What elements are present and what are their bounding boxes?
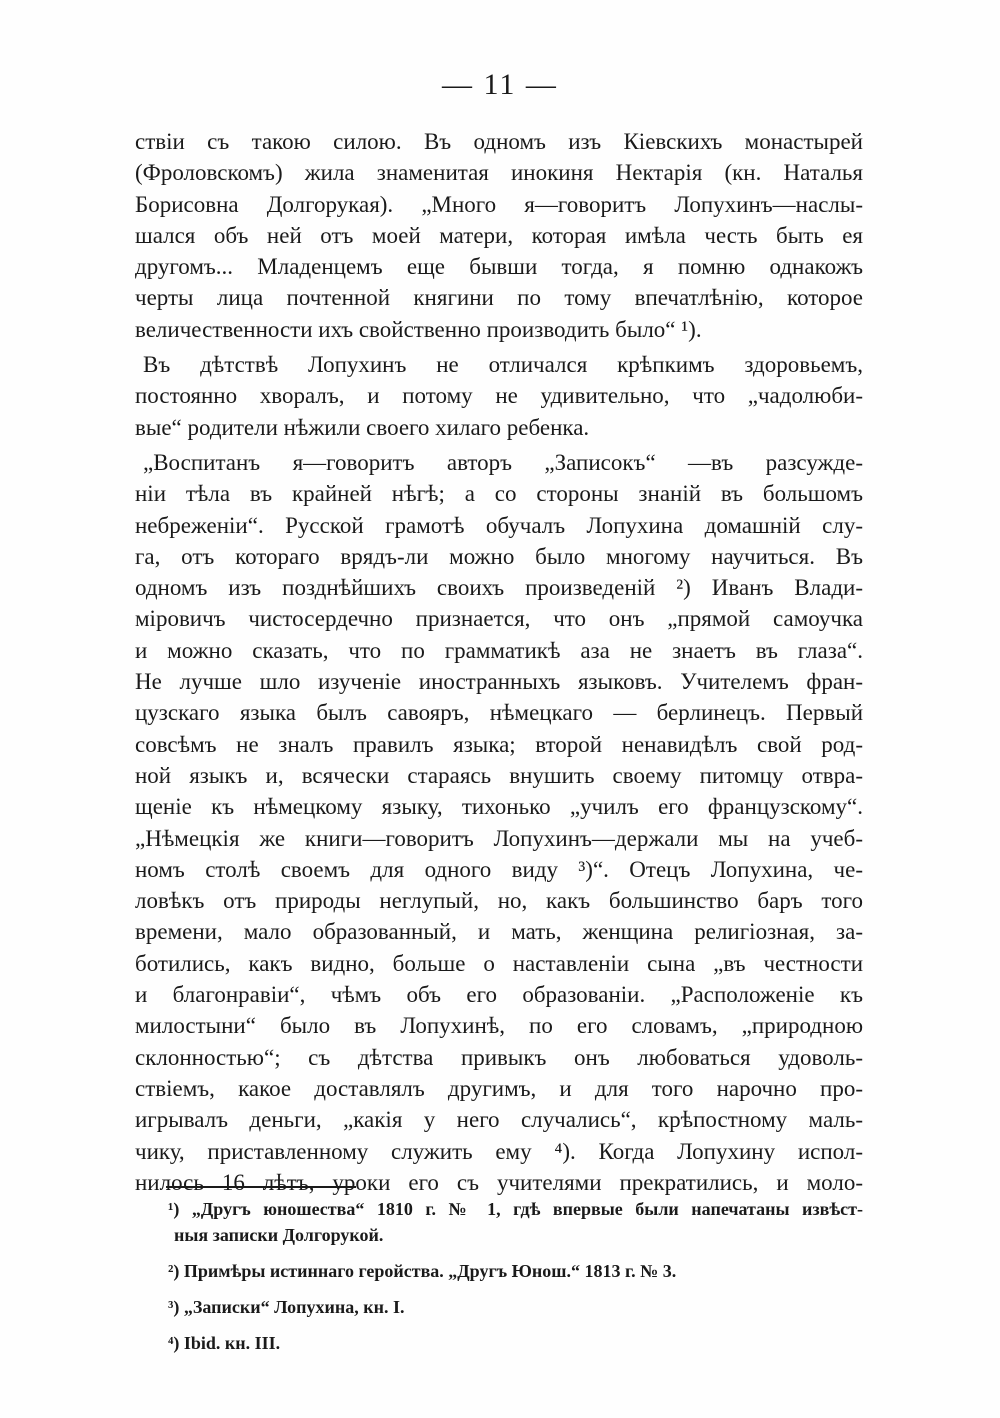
text-line: щеніе къ нѣмецкому языку, тихонько „училъ его французскому“.	[135, 794, 863, 820]
text-line: ніи тѣла въ крайней нѣгѣ; а со стороны знаній въ большомъ	[135, 481, 863, 507]
text-line: одномъ изъ позднѣйшихъ своихъ произведеній ²) Иванъ Влади-	[135, 575, 863, 601]
text-line: ботились, какъ видно, больше о наставленіи сына „въ честности	[135, 950, 863, 976]
page-number: — 11 —	[442, 68, 558, 101]
footnote-line: ³) „Записки“ Лопухина, кн. I.	[168, 1297, 405, 1317]
main-text	[135, 126, 863, 1198]
text-line: и благонравіи“, чѣмъ объ его образованіи. „Расположеніе къ	[135, 982, 863, 1008]
text-line: игрывалъ деньги, „какія у него случались“, крѣпостному маль-	[135, 1107, 863, 1133]
footnote-divider	[166, 1186, 356, 1188]
text-line: „Нѣмецкія же книги—говоритъ Лопухинъ—держали мы на учеб-	[135, 825, 863, 851]
footnote-2	[168, 1258, 863, 1284]
footnotes	[168, 1196, 863, 1366]
footnote-4	[168, 1330, 863, 1356]
footnote-line: ⁴) Ibid. кн. III.	[168, 1333, 281, 1353]
text-line: чику, приставленному служить ему ⁴). Когда Лопухину испол-	[135, 1138, 863, 1164]
text-line: другомъ... Младенцемъ еще бывши тогда, я помню однакожъ	[135, 254, 863, 280]
text-line: ловѣкъ отъ природы неглупый, но, какъ большинство баръ того	[135, 888, 863, 914]
text-line: величественности ихъ свойственно производить было“ ¹).	[135, 316, 702, 342]
footnote-line: ¹) „Другъ юношества“ 1810 г. № 1, гдѣ впервые были напечатаны извѣст-	[168, 1199, 863, 1219]
footnote-line: ныя записки Долгорукой.	[174, 1225, 384, 1245]
text-line: ствіемъ, какое доставлялъ другимъ, и для того нарочно про-	[135, 1075, 863, 1101]
text-line: нилось 16 лѣтъ, уроки его съ учителями прекратились, и моло-	[135, 1169, 863, 1195]
text-line: цузскаго языка былъ савояръ, нѣмецкаго — берлинецъ. Первый	[135, 700, 863, 726]
text-line: склонностью“; съ дѣтства привыкъ онъ любоваться удоволь-	[135, 1044, 863, 1070]
footnote-1	[168, 1196, 863, 1248]
text-line: (Фроловскомъ) жила знаменитая инокиня Нектарія (кн. Наталья	[135, 160, 863, 186]
text-line: вые“ родители нѣжили своего хилаго ребенка.	[135, 414, 590, 440]
text-line: шался объ ней отъ моей матери, которая имѣла честь быть ея	[135, 222, 863, 248]
text-line: постоянно хворалъ, и потому не удивительно, что „чадолюби-	[135, 383, 863, 409]
text-line: времени, мало образованный, и мать, женщина религіозная, за-	[135, 919, 863, 945]
footnote-3	[168, 1294, 863, 1320]
paragraph-start-line: „Воспитанъ я—говоритъ авторъ „Записокъ“ —въ разсужде-	[143, 449, 863, 475]
text-line: милостыни“ было въ Лопухинѣ, по его словамъ, „природною	[135, 1013, 863, 1039]
text-line: номъ столѣ своемъ для одного виду ³)“. Отецъ Лопухина, че-	[135, 856, 863, 882]
text-line: міровичъ чистосердечно признается, что онъ „прямой самоучка	[135, 606, 863, 632]
text-line: совсѣмъ не зналъ правилъ языка; второй ненавидѣлъ свой род-	[135, 731, 863, 757]
text-line: черты лица почтенной княгини по тому впечатлѣнію, которое	[135, 285, 863, 311]
text-line: га, отъ котораго врядъ-ли можно было многому научиться. Въ	[135, 543, 863, 569]
paragraph-start-line: Въ дѣтствѣ Лопухинъ не отличался крѣпкимъ здоровьемъ,	[143, 352, 863, 378]
text-line: Борисовна Долгорукая). „Много я—говоритъ Лопухинъ—наслы-	[135, 191, 863, 217]
footnote-line: ²) Примѣры истиннаго геройства. „Другъ Юнош.“ 1813 г. № 3.	[168, 1261, 677, 1281]
text-line: небреженіи“. Русской грамотѣ обучалъ Лопухина домашній слу-	[135, 512, 863, 538]
text-line: ной языкъ и, всячески стараясь внушить своему питомцу отвра-	[135, 762, 863, 788]
text-line: и можно сказать, что по грамматикѣ аза не знаетъ въ глаза“.	[135, 637, 863, 663]
text-line: Не лучше шло изученіе иностранныхъ языковъ. Учителемъ фран-	[135, 669, 863, 695]
text-line: ствіи съ такою силою. Въ одномъ изъ Кіевскихъ монастырей	[135, 129, 863, 154]
